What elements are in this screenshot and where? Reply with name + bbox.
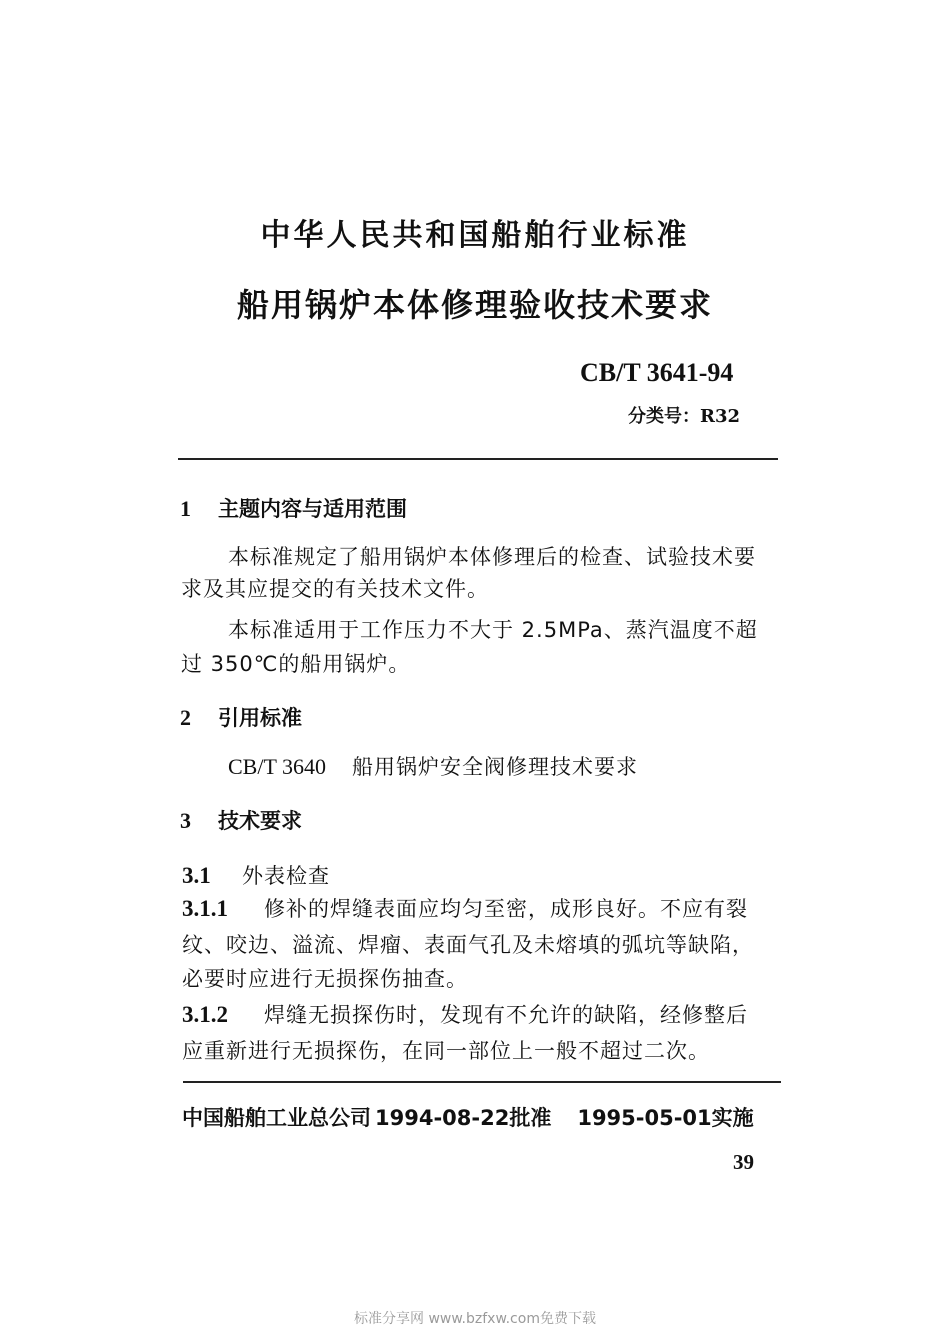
issuer: 中国船舶工业总公司	[182, 1106, 371, 1130]
referenced-standard	[228, 751, 638, 781]
section-title: 主题内容与适用范围	[218, 497, 407, 521]
standard-org-heading: 中华人民共和国船舶行业标准	[260, 218, 690, 253]
document-title: 船用锅炉本体修理验收技术要求	[236, 286, 713, 324]
clause-3-1-1-line-3: 必要时应进行无损探伤抽查。	[182, 967, 468, 991]
clause-text: 焊缝无损探伤时，发现有不允许的缺陷，经修整后	[264, 1003, 748, 1027]
watermark: 标准分享网 www.bzfxw.com免费下载	[354, 1311, 596, 1327]
referenced-standard-title: 船用锅炉安全阀修理技术要求	[352, 755, 639, 779]
approval-footer	[182, 1102, 754, 1132]
section-1-paragraph-1-line-2: 求及其应提交的有关技术文件。	[181, 577, 489, 601]
effective-date: 1995-05-01	[577, 1106, 712, 1130]
section-1-paragraph-2-line-2: 过 350℃的船用锅炉。	[181, 652, 411, 676]
clause-3-1-1-line-1	[182, 893, 748, 923]
effective-label: 实施	[711, 1106, 754, 1130]
standard-code: CB/T 3641-94	[580, 358, 734, 387]
section-3-heading	[180, 805, 302, 835]
section-1-paragraph-1-line-1: 本标准规定了船用锅炉本体修理后的检查、试验技术要	[228, 545, 756, 569]
section-2-heading	[180, 702, 302, 732]
clause-3-1-2-line-1	[182, 999, 748, 1029]
referenced-standard-code: CB/T 3640	[228, 754, 327, 779]
approve-label: 批准	[509, 1106, 552, 1130]
header-divider	[178, 458, 778, 460]
footer-divider	[183, 1081, 781, 1083]
section-number: 1	[180, 496, 191, 521]
clause-3-1-2-line-2: 应重新进行无损探伤，在同一部位上一般不超过二次。	[182, 1039, 710, 1063]
subsection-3-1-heading	[182, 860, 330, 890]
subsection-title: 外表检查	[242, 864, 330, 888]
page-number: 39	[733, 1150, 754, 1174]
clause-number: 3.1.2	[182, 1002, 228, 1027]
section-1-paragraph-2-line-1: 本标准适用于工作压力不大于 2.5MPa、蒸汽温度不超	[228, 618, 758, 642]
section-1-heading	[180, 493, 407, 523]
approve-date: 1994-08-22	[375, 1106, 510, 1130]
section-number: 3	[180, 808, 191, 833]
clause-number: 3.1.1	[182, 896, 228, 921]
clause-text: 修补的焊缝表面应均匀至密，成形良好。不应有裂	[264, 897, 748, 921]
section-number: 2	[180, 705, 191, 730]
section-title: 技术要求	[218, 809, 302, 833]
clause-3-1-1-line-2: 纹、咬边、溢流、焊瘤、表面气孔及未熔填的弧坑等缺陷，	[182, 933, 754, 957]
subsection-number: 3.1	[182, 863, 211, 888]
section-title: 引用标准	[218, 706, 302, 730]
classification-number: 分类号：R32	[628, 406, 741, 427]
